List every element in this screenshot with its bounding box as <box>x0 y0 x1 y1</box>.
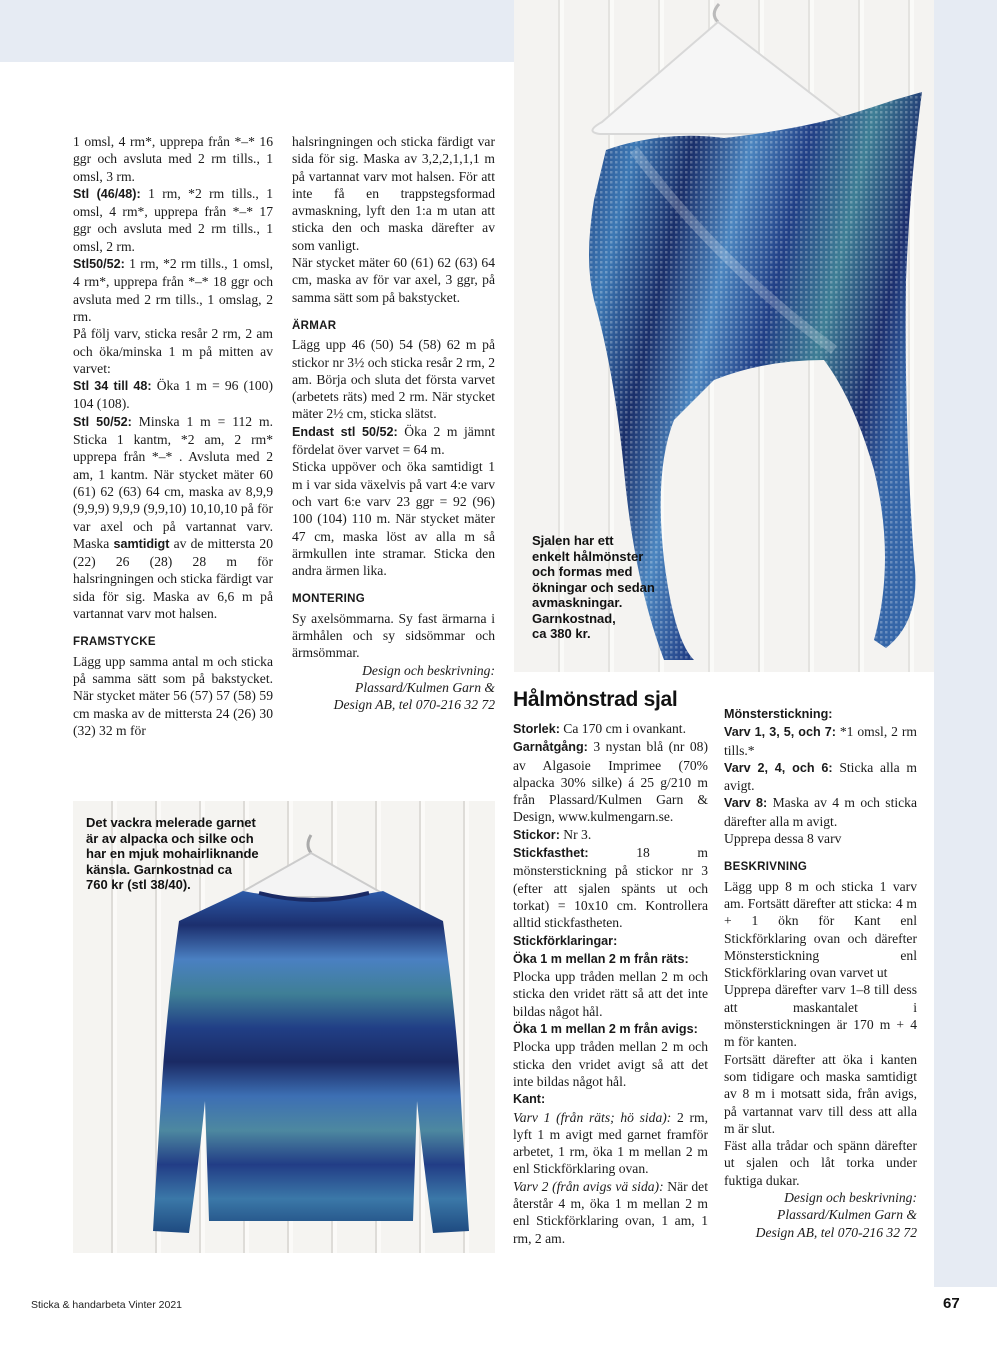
paragraph <box>513 932 708 950</box>
field-label: Öka 1 m mellan 2 m från avigs: <box>513 1022 698 1037</box>
caption-line: känsla. Garnkostnad ca <box>86 861 232 877</box>
emphasis: samtidigt <box>113 536 170 551</box>
text-column-2 <box>292 133 495 714</box>
size-text: Öka 2 m jämnt fördelat över varvet = 64 m. <box>292 423 495 458</box>
paragraph: Lägg upp 8 m och sticka 1 varv am. Fortsätt därefter att sticka: 4 m + 1 ökn för Kant enl Stickförklaring ovan och därefter Mönsterstickning enl Stickförklaring ovan varvet ut <box>724 878 917 981</box>
paragraph: Lägg upp 46 (50) 54 (58) 62 m på stickor nr 3½ och sticka resår 2 rm, 2 am. Börja och sluta det första varvet (arbetets räts) med 2 rm. När stycket mäter 2½ cm, sticka slätst. <box>292 337 495 422</box>
row-text: *1 omsl, 2 rm tills.* <box>724 724 917 758</box>
magazine-issue: Sticka & handarbeta Vinter 2021 <box>31 1299 182 1311</box>
caption-line: är av alpacka och silke och <box>86 830 254 846</box>
field-label: Stickfasthet: <box>513 846 589 861</box>
paragraph <box>513 1178 708 1247</box>
paragraph: När stycket mäter 60 (61) 62 (63) 64 cm, maska av för var axel, 3 ggr, på samma sätt som på bakstycket. <box>292 255 495 305</box>
designer-credit: Plassard/Kulmen Garn & <box>355 679 495 695</box>
caption-line: och formas med <box>532 564 633 579</box>
caption-line: Garnkostnad, <box>532 610 616 626</box>
caption-line: Sjalen har ett <box>532 533 614 548</box>
section-heading-framstycke: FRAMSTYCKE <box>73 636 156 649</box>
designer-credit: Design AB, tel 070-216 32 72 <box>333 697 495 713</box>
field-label: Kant: <box>513 1092 546 1107</box>
size-label: Endast stl 50/52: <box>292 424 398 439</box>
paragraph <box>513 1090 708 1108</box>
caption-line: avmaskningar. <box>532 595 623 610</box>
field-text: Ca 170 cm i ovankant. <box>559 721 686 736</box>
designer-credit: Plassard/Kulmen Garn & <box>777 1207 917 1223</box>
field-label: Storlek: <box>513 722 560 736</box>
size-label: Stl 50/52: <box>73 414 132 429</box>
text-column-4 <box>724 705 917 1241</box>
field-label: Garnåtgång: <box>513 740 588 755</box>
paragraph <box>73 185 273 255</box>
size-label: Stl 34 till 48: <box>73 379 152 394</box>
row-label: Varv 2, 4, och 6: <box>724 760 833 775</box>
field-label: Öka 1 m mellan 2 m från räts: <box>513 951 689 966</box>
shawl-caption <box>532 533 682 642</box>
caption-line: ca 380 kr. <box>532 626 591 641</box>
size-text: av de mittersta 20 (22) 26 (28) 28 m för halsringningen och sticka färdigt var sida för sig. Maska av 6,6 m på vartannat varv mot halsen. <box>73 535 273 622</box>
row-text: När det återstår 4 m, öka 1 m mellan 2 m enl Stickförklaring ovan, 1 am, 1 rm, 2 am. <box>513 1178 708 1246</box>
paragraph: halsringningen och sticka färdigt var sida för sig. Maska av 3,2,2,1,1,1 m på vartannat varv mot halsen. För att inte få en trappstegsformad avmaskning, lyft den 1:a m utan att sticka den och maska därefter av som vanligt. <box>292 134 495 253</box>
page-number: 67 <box>943 1295 960 1312</box>
caption-line: har en mjuk mohairliknande <box>86 846 259 861</box>
paragraph: Upprepa därefter varv 1–8 till dess att maskantalet i mönsterstickningen är 170 m + 4 m för kanten. <box>724 982 917 1050</box>
size-text: Öka 1 m = 96 (100) 104 (108). <box>73 378 273 412</box>
paragraph <box>513 738 708 825</box>
field-text: 3 nystan blå (nr 08) av Algasoie Imprimee (70% alpacka 30% silke) á 25 g/210 m från Plassard/Kulmen Garn & Design, www.kulmengarn.se. <box>513 739 708 825</box>
paragraph <box>513 1109 708 1178</box>
text-column-1 <box>73 133 273 739</box>
paragraph: Fortsätt därefter att öka i kanten som tidigare och maska samtidigt av 8 m i motsatt sida, från avigs, på vartannat varv till dess att alla m är slut. <box>724 1051 917 1136</box>
paragraph <box>724 723 917 759</box>
size-label: Stl (46/48): <box>73 186 141 201</box>
size-label: Stl50/52: <box>73 257 125 272</box>
row-label: Varv 2 (från avigs vä sida): <box>513 1178 664 1194</box>
footer-band <box>0 1287 997 1345</box>
paragraph: Plocka upp tråden mellan 2 m och sticka den vridet rätt så att det inte bildas något hål. <box>513 969 708 1019</box>
designer-credit: Design och beskrivning: <box>784 1190 917 1206</box>
row-text: Sticka alla m avigt. <box>724 759 917 794</box>
size-text: 1 rm, *2 rm tills., 1 omsl, 4 rm*, upprepa från *–* 17 ggr och avsluta med 2 rm tills., 1 omsl, 2 rm. <box>73 185 273 254</box>
paragraph: Sy axelsömmarna. Sy fast ärmarna i ärmhålen och sy sidsömmar och ärmsömmar. <box>292 610 495 661</box>
size-text: Minska 1 m = 112 m. Sticka 1 kantm, *2 am, 2 rm* upprepa från *–* . Avsluta med 2 am, 1 kantm. När stycket mäter 60 (61) 62 (63) 64 cm, maska av 8,9,9 (9,9,9) 9,9,9 (9,9,10) 10,10,10 på för var axel och på vartannat varv. Maska <box>73 413 273 551</box>
row-text: Maska av 4 m och sticka därefter alla m avigt. <box>724 795 918 829</box>
paragraph: Plocka upp tråden mellan 2 m och sticka den vridet avigt så att det inte bildas något hål. <box>513 1039 708 1089</box>
designer-credit: Design och beskrivning: <box>362 662 495 678</box>
field-label: Stickförklaringar: <box>513 933 618 948</box>
caption-line: Det vackra melerade garnet <box>86 815 256 830</box>
field-label: Mönsterstickning: <box>724 707 833 721</box>
paragraph: Lägg upp samma antal m och sticka på samma sätt som på bakstycket. När stycket mäter 56 (57) 57 (58) 59 cm maska av de mittersta 24 (26) 30 (32) 32 m för <box>73 653 273 738</box>
paragraph <box>724 705 917 723</box>
section-heading-armar: ÄRMAR <box>292 319 337 332</box>
paragraph <box>513 1020 708 1038</box>
section-heading-beskrivning: BESKRIVNING <box>724 861 808 874</box>
size-text: 1 rm, *2 rm tills., 1 omsl, 4 rm*, upprepa från *–* 18 ggr och avsluta med 2 rm tills., 1 omslag, 2 rm. <box>73 256 273 324</box>
paragraph: 1 omsl, 4 rm*, upprepa från *–* 16 ggr och avsluta med 2 rm tills., 1 omsl, 3 rm. <box>73 134 273 184</box>
designer-credit: Design AB, tel 070-216 32 72 <box>755 1224 917 1240</box>
pattern-title: Hålmönstrad sjal <box>513 688 678 711</box>
sweater-caption <box>86 815 306 893</box>
paragraph <box>724 759 917 795</box>
paragraph <box>513 826 708 844</box>
paragraph <box>724 794 917 830</box>
caption-line: enkelt hålmönster <box>532 548 644 564</box>
paragraph <box>73 255 273 325</box>
paragraph: Sticka uppöver och öka samtidigt 1 m i var sida växelvis på vart 4:e varv och vart 6:e varv 23 ggr = 92 (96) 100 (104) 110 m. När stycket mäter 47 cm, maska löst av alla m så ärmkullen inte stramar. Sticka den andra ärmen lika. <box>292 459 495 579</box>
caption-line: ökningar och sedan <box>532 579 655 595</box>
paragraph: På följ varv, sticka resår 2 rm, 2 am och öka/minska 1 m på mitten av varvet: <box>73 326 273 376</box>
paragraph: Fäst alla trådar och spänn därefter ut sjalen och låt torka under fuktiga dukar. <box>724 1138 917 1188</box>
row-text: 2 rm, lyft 1 m avigt med garnet framför arbetet, 1 rm, öka 1 m mellan 2 m enl Stickförklaring ovan. <box>513 1109 708 1177</box>
paragraph <box>292 423 495 459</box>
paragraph <box>513 720 708 738</box>
text-column-3 <box>513 720 708 1247</box>
row-label: Varv 1 (från räts; hö sida): <box>513 1109 672 1125</box>
paragraph <box>73 413 273 623</box>
field-text: Nr 3. <box>559 826 592 842</box>
field-label: Stickor: <box>513 827 560 842</box>
field-text: 18 m mönsterstickning på stickor nr 3 (efter att sjalen spänts ut och torkat) = 10x10 cm. Kontrollera alltid stickfastheten. <box>513 845 708 931</box>
paragraph: Upprepa dessa 8 varv <box>724 831 842 847</box>
caption-line: 760 kr (stl 38/40). <box>86 877 191 892</box>
row-label: Varv 8: <box>724 796 768 811</box>
paragraph <box>73 377 273 413</box>
top-band <box>0 0 514 62</box>
section-heading-montering: MONTERING <box>292 593 365 606</box>
paragraph <box>513 950 708 968</box>
row-label: Varv 1, 3, 5, och 7: <box>724 725 836 740</box>
paragraph <box>513 844 708 931</box>
